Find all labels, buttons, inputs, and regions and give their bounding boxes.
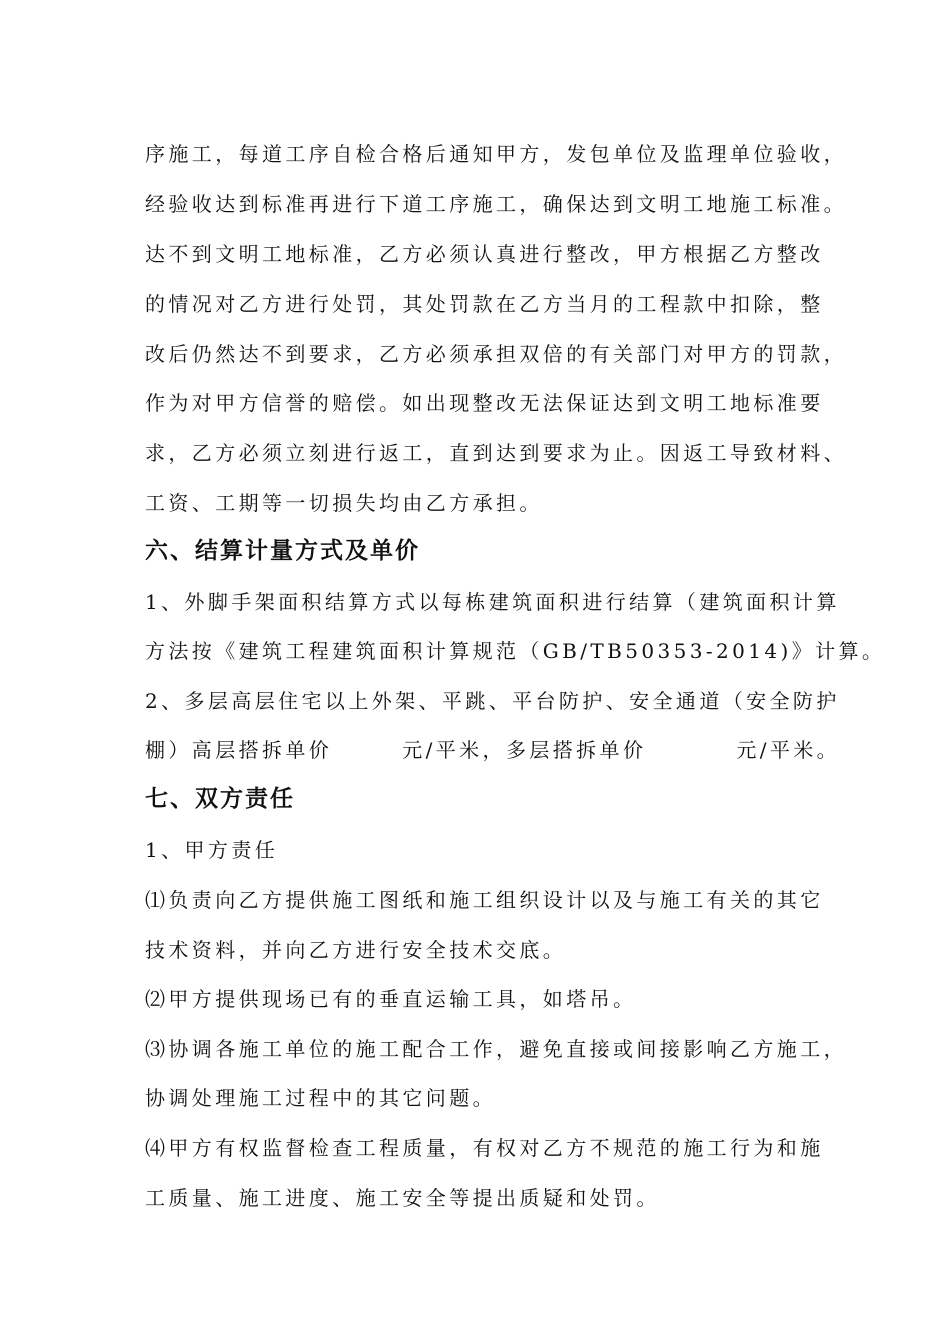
paragraph-line: 工资、工期等一切损失均由乙方承担。 (145, 491, 543, 515)
subheading-party-a: 1、甲方责任 (145, 838, 279, 862)
paragraph-line: ⑵甲方提供现场已有的垂直运输工具，如塔吊。 (145, 987, 637, 1011)
paragraph-line: 技术资料，并向乙方进行安全技术交底。 (145, 938, 567, 962)
unit-price-label-multi: 元/平米，多层搭拆单价 (402, 738, 647, 762)
paragraph-line: 方法按《建筑工程建筑面积计算规范（GB/TB50353-2014)》计算。 (145, 639, 886, 663)
paragraph-line: 2、多层高层住宅以上外架、平跳、平台防护、安全通道（安全防护 (145, 689, 840, 713)
paragraph-line: 作为对甲方信誉的赔偿。如出现整改无法保证达到文明工地标准要 (145, 391, 824, 415)
paragraph-line: 工质量、施工进度、施工安全等提出质疑和处罚。 (145, 1186, 660, 1210)
paragraph-line: 1、外脚手架面积结算方式以每栋建筑面积进行结算（建筑面积计算 (145, 590, 840, 614)
section-heading-settlement: 六、结算计量方式及单价 (145, 538, 420, 564)
paragraph-line: 的情况对乙方进行处罚，其处罚款在乙方当月的工程款中扣除，整 (145, 292, 824, 316)
unit-price-label-high: 棚）高层搭拆单价 (145, 738, 333, 762)
paragraph-line: 求，乙方必须立刻进行返工，直到达到要求为止。因返工导致材料、 (145, 441, 847, 465)
paragraph-line: ⑷甲方有权监督检查工程质量，有权对乙方不规范的施工行为和施 (145, 1136, 824, 1160)
paragraph-line: 经验收达到标准再进行下道工序施工，确保达到文明工地施工标准。 (145, 192, 847, 216)
paragraph-line: 协调处理施工过程中的其它问题。 (145, 1086, 496, 1110)
unit-price-suffix: 元/平米。 (736, 738, 841, 762)
section-heading-responsibilities: 七、双方责任 (145, 786, 295, 812)
paragraph-line: 序施工，每道工序自检合格后通知甲方，发包单位及监理单位验收， (145, 142, 847, 166)
paragraph-line: 达不到文明工地标准，乙方必须认真进行整改，甲方根据乙方整改 (145, 242, 824, 266)
paragraph-line-unit-price (145, 736, 840, 764)
paragraph-line: ⑴负责向乙方提供施工图纸和施工组织设计以及与施工有关的其它 (145, 888, 824, 912)
paragraph-line: ⑶协调各施工单位的施工配合工作，避免直接或间接影响乙方施工， (145, 1037, 847, 1061)
paragraph-line: 改后仍然达不到要求，乙方必须承担双倍的有关部门对甲方的罚款， (145, 342, 847, 366)
